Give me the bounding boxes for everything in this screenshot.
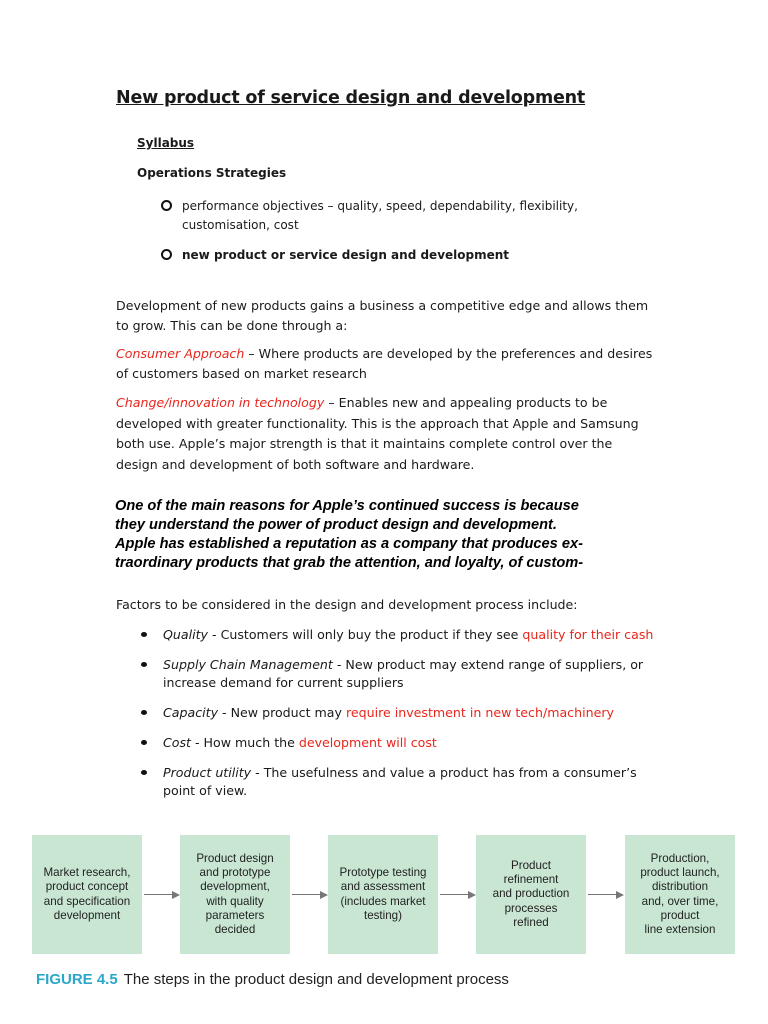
circle-item-text: new product or service design and development bbox=[182, 248, 510, 262]
consumer-approach-term: Consumer Approach bbox=[116, 346, 245, 361]
arrow-right-icon bbox=[440, 892, 476, 898]
bullet-icon bbox=[141, 740, 147, 745]
process-step-box bbox=[180, 835, 290, 954]
factor-term: Product utility bbox=[163, 765, 252, 780]
factors-list bbox=[139, 626, 659, 812]
consumer-approach-paragraph bbox=[116, 344, 656, 383]
process-step-label: Production, product launch, distribution and, over time, product line extension bbox=[640, 851, 720, 937]
circle-list-item bbox=[161, 197, 581, 235]
operations-strategies-heading: Operations Strategies bbox=[137, 166, 287, 180]
list-item bbox=[139, 764, 659, 800]
technology-text: – Enables new and appealing products to be developed with greater functionality. This is the approach that Apple and Samsung both use. Apple’s major strength is that it maintains complete control over the design and development of both software and hardware. bbox=[116, 395, 639, 472]
list-item bbox=[139, 704, 659, 722]
technology-term: Change/innovation in technology bbox=[116, 395, 325, 410]
list-item bbox=[139, 656, 659, 692]
factor-highlight: require investment in new tech/machinery bbox=[345, 705, 614, 720]
quote-line: traordinary products that grab the attention, and loyalty, of custom- bbox=[115, 555, 584, 571]
page-title: New product of service design and development bbox=[116, 88, 586, 108]
circle-bullet-icon bbox=[161, 249, 172, 260]
process-step-label: Market research, product concept and specification development bbox=[43, 865, 131, 922]
quote-line: Apple has established a reputation as a company that produces ex- bbox=[115, 536, 583, 552]
technology-paragraph bbox=[116, 393, 656, 475]
figure-caption bbox=[36, 971, 509, 988]
arrow-right-icon bbox=[588, 892, 624, 898]
circle-list-item bbox=[161, 246, 581, 265]
list-item bbox=[139, 626, 659, 644]
process-step-box bbox=[476, 835, 586, 954]
syllabus-heading: Syllabus bbox=[137, 136, 195, 150]
factor-term: Quality bbox=[163, 627, 209, 642]
factor-term: Capacity bbox=[163, 705, 219, 720]
bullet-icon bbox=[141, 662, 147, 667]
process-flow-diagram bbox=[32, 835, 736, 955]
figure-caption-text: The steps in the product design and development process bbox=[123, 971, 509, 988]
factor-text: - New product may extend range of suppliers, or increase demand for current suppliers bbox=[163, 657, 644, 690]
factor-highlight: quality for their cash bbox=[522, 627, 654, 642]
quote-line: One of the main reasons for Apple’s continued success is because bbox=[115, 498, 579, 514]
process-step-label: Prototype testing and assessment (includes market testing) bbox=[339, 865, 427, 922]
process-step-box bbox=[625, 835, 735, 954]
bullet-icon bbox=[141, 770, 147, 775]
consumer-approach-text: – Where products are developed by the preferences and desires of customers based on market research bbox=[116, 346, 653, 381]
circle-bullet-icon bbox=[161, 200, 172, 211]
factor-text: - New product may bbox=[218, 705, 346, 720]
bullet-icon bbox=[141, 710, 147, 715]
process-step-label: Product refinement and production processes refined bbox=[492, 858, 570, 929]
factor-text: - How much the bbox=[191, 735, 299, 750]
factor-term: Cost bbox=[163, 735, 191, 750]
arrow-right-icon bbox=[144, 892, 180, 898]
bullet-icon bbox=[141, 632, 147, 637]
circle-item-text: performance objectives – quality, speed, dependability, flexibility, customisation, cost bbox=[182, 199, 578, 232]
process-step-box bbox=[328, 835, 438, 954]
factor-term: Supply Chain Management bbox=[163, 657, 333, 672]
apple-quote bbox=[115, 497, 675, 573]
intro-paragraph: Development of new products gains a business a competitive edge and allows them to grow. This can be done through a: bbox=[116, 298, 649, 333]
process-step-box bbox=[32, 835, 142, 954]
arrow-right-icon bbox=[292, 892, 328, 898]
factor-text: - The usefulness and value a product has from a consumer’s point of view. bbox=[163, 765, 637, 798]
quote-line: they understand the power of product design and development. bbox=[115, 517, 557, 533]
factor-text: - Customers will only buy the product if they see bbox=[208, 627, 523, 642]
figure-number: FIGURE 4.5 bbox=[36, 971, 118, 988]
process-step-label: Product design and prototype development, with quality parameters decided bbox=[196, 851, 274, 937]
list-item bbox=[139, 734, 659, 752]
factor-highlight: development will cost bbox=[298, 735, 437, 750]
factors-intro: Factors to be considered in the design and development process include: bbox=[116, 597, 578, 612]
